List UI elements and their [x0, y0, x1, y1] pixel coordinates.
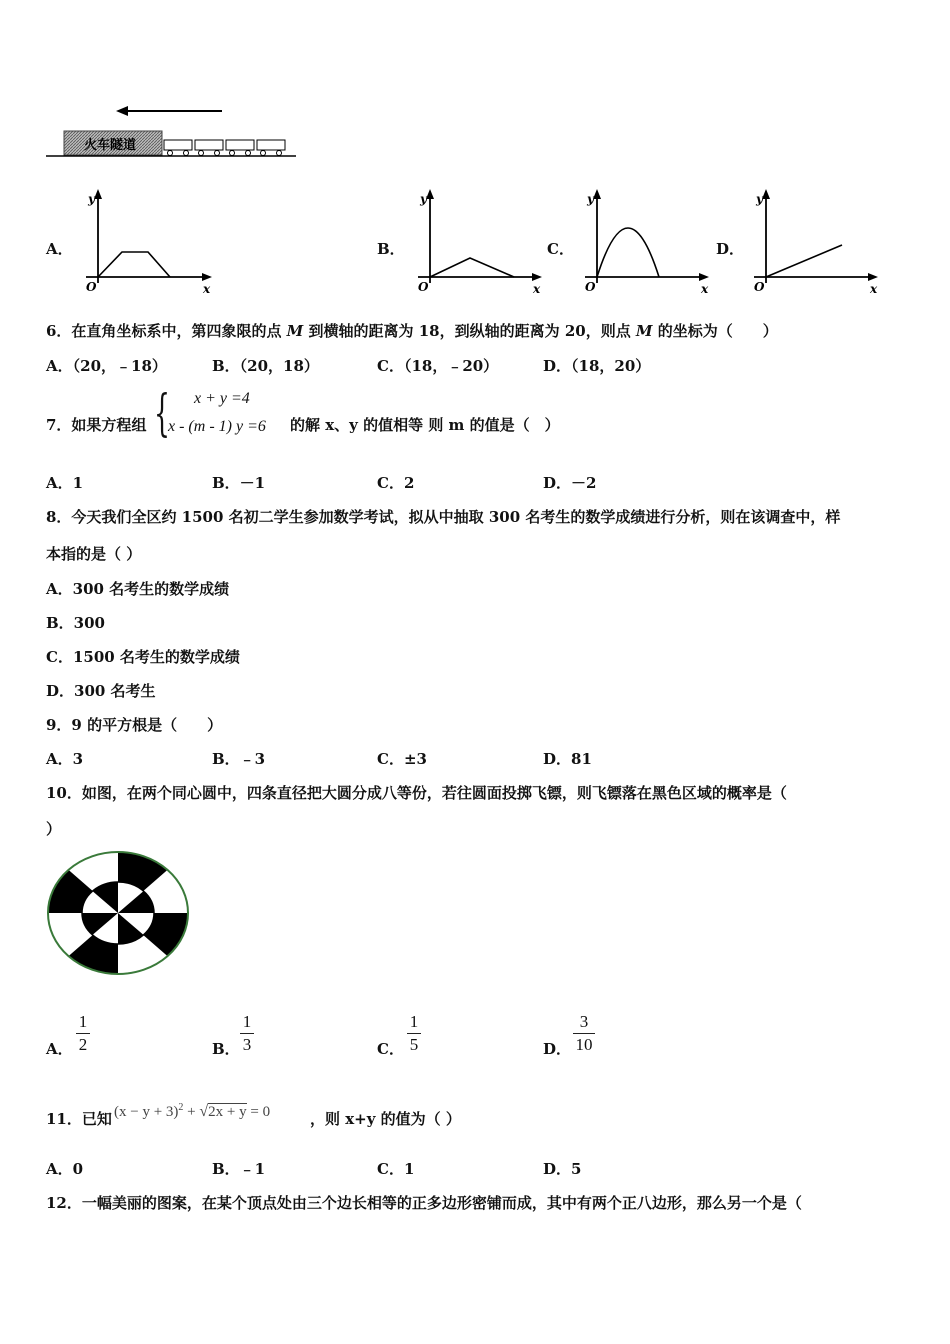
q7-prefix: 7．如果方程组	[46, 416, 147, 434]
arrow-head	[116, 106, 128, 116]
svg-text:x: x	[701, 282, 709, 296]
graph-option-a-label: A．	[46, 240, 73, 258]
q6-option-c[interactable]: C．（18，﹣20）	[377, 357, 499, 375]
svg-text:O: O	[754, 280, 765, 294]
svg-text:O: O	[585, 280, 596, 294]
q10-option-b-fraction: 1 3	[240, 1012, 254, 1055]
q7-brace: {	[154, 384, 170, 442]
q10-option-d-fraction: 3 10	[573, 1012, 595, 1055]
q6-option-b[interactable]: B．（20，18）	[212, 357, 319, 375]
graph-option-c-label: C．	[547, 240, 574, 258]
q7-equation-1: x + y =4	[194, 390, 250, 407]
svg-text:y: y	[587, 192, 594, 206]
q10-option-b-label[interactable]: B．	[212, 1040, 240, 1058]
q7-equation-2: x - (m - 1) y =6	[168, 418, 266, 435]
q8-option-a[interactable]: A．300 名考生的数学成绩	[46, 580, 230, 598]
q10-option-d-label[interactable]: D．	[543, 1040, 572, 1058]
q10-stem-line2: ）	[46, 820, 62, 838]
q7-option-d[interactable]: D．－2	[543, 474, 597, 492]
tunnel-label: 火车隧道	[84, 138, 137, 153]
train-tunnel-figure	[40, 95, 310, 165]
graph-option-a	[78, 183, 218, 298]
q11-prefix: 11．已知	[46, 1110, 112, 1128]
svg-text:y: y	[420, 192, 427, 206]
svg-text:O: O	[86, 280, 97, 294]
q10-stem-line1: 10．如图，在两个同心圆中，四条直径把大圆分成八等份，若往圆面投掷飞镖，则飞镖落在黑色区域的概率是（	[46, 784, 787, 802]
graph-option-b	[410, 183, 550, 298]
svg-text:x: x	[870, 282, 878, 296]
q9-stem: 9．9 的平方根是（ ）	[46, 716, 223, 734]
graph-option-b-label: B．	[377, 240, 405, 258]
q8-stem-line2: 本指的是（ ）	[46, 545, 142, 563]
q9-option-d[interactable]: D．81	[543, 750, 592, 768]
svg-text:y: y	[756, 192, 763, 206]
graph-option-d	[746, 183, 886, 298]
svg-text:O: O	[418, 280, 429, 294]
q6-option-d[interactable]: D．（18，20）	[543, 357, 651, 375]
q11-suffix: ，则 x+y 的值为（ ）	[310, 1110, 461, 1128]
q10-option-c-label[interactable]: C．	[377, 1040, 404, 1058]
q9-option-b[interactable]: B．﹣3	[212, 750, 266, 768]
q10-option-a-fraction: 1 2	[76, 1012, 90, 1055]
q9-option-c[interactable]: C．±3	[377, 750, 427, 768]
q8-stem-line1: 8．今天我们全区约 1500 名初二学生参加数学考试，拟从中抽取 300 名考生的数学成绩进行分析，则在该调查中，样	[46, 508, 841, 526]
q11-option-d[interactable]: D．5	[543, 1160, 582, 1178]
q11-option-b[interactable]: B．﹣1	[212, 1160, 266, 1178]
svg-text:y: y	[88, 192, 95, 206]
svg-text:x: x	[533, 282, 541, 296]
q10-option-a-label[interactable]: A．	[46, 1040, 73, 1058]
q8-option-d[interactable]: D．300 名考生	[46, 682, 156, 700]
q11-option-a[interactable]: A．0	[46, 1160, 84, 1178]
q6-option-a[interactable]: A．（20，﹣18）	[46, 357, 167, 375]
q6-stem: 6．在直角坐标系中，第四象限的点 M 到横轴的距离为 18，到纵轴的距离为 20，则点 M 的坐标为（ ）	[46, 322, 778, 340]
q12-stem: 12．一幅美丽的图案，在某个顶点处由三个边长相等的正多边形密铺而成，其中有两个正八边形，那么另一个是（	[46, 1194, 802, 1212]
q9-option-a[interactable]: A．3	[46, 750, 84, 768]
q7-option-a[interactable]: A．1	[46, 474, 84, 492]
dartboard-figure	[46, 850, 192, 976]
q7-option-c[interactable]: C．2	[377, 474, 415, 492]
q11-option-c[interactable]: C．1	[377, 1160, 415, 1178]
q8-option-c[interactable]: C．1500 名考生的数学成绩	[46, 648, 240, 666]
graph-option-c	[577, 183, 717, 298]
q8-option-b[interactable]: B．300	[46, 614, 105, 632]
q7-suffix: 的解 x、y 的值相等 则 m 的值是（ ）	[290, 416, 560, 434]
graph-option-d-label: D．	[716, 240, 745, 258]
q10-option-c-fraction: 1 5	[407, 1012, 421, 1055]
q11-expression: $(x - y + 3)^2 + √2x + y = 0$	[114, 1102, 271, 1120]
q7-option-b[interactable]: B．－1	[212, 474, 266, 492]
svg-text:x: x	[203, 282, 211, 296]
